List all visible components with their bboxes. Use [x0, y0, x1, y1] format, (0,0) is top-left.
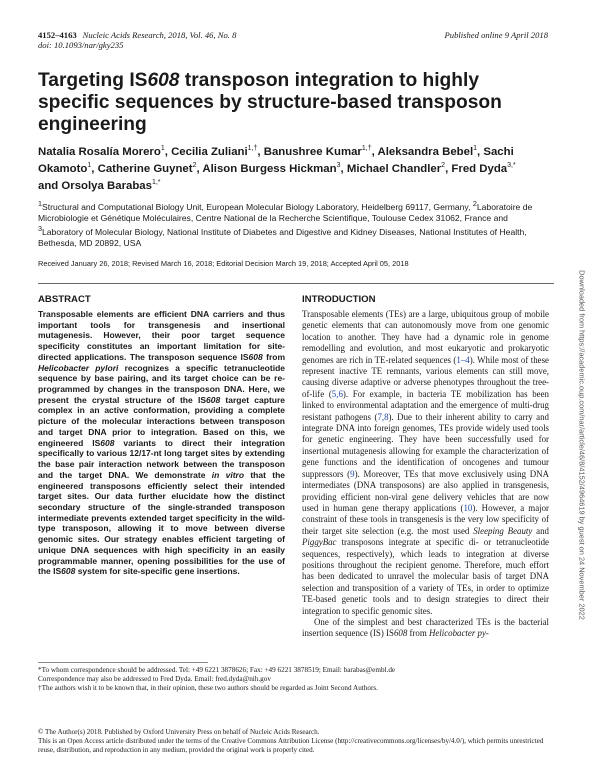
author-affiliation-mark: 1,†: [247, 145, 258, 152]
author-affiliation-mark: 3,*: [507, 162, 516, 170]
affiliations: $^1$Structural and Computational Biology Unit, European Molecular Biology Laboratory, Heidelberg 69117, Germany, $^2$Laboratoire de Microbiologie et Génétique Moléculaires, Centre National de la Recherche Scientifique, Toulouse Cedex 31062, France and $^3$Laboratory of Molecular Biology, National Institute of Diabetes and Digestive and Kidney Diseases, National Institutes of Health, Bethesda, MD 20892, USA: [38, 200, 533, 249]
author-name[interactable]: Fred Dyda: [451, 162, 508, 175]
author-separator: ,: [196, 162, 203, 175]
citation-link[interactable]: 10: [463, 502, 473, 513]
citation-link[interactable]: 9: [350, 468, 355, 479]
journal-citation: [38, 30, 236, 40]
page-range: 4152–4163: [38, 30, 77, 40]
joint-authors-note: †The authors wish it to be known that, in their opinion, these two authors should be regarded as Joint Second Authors.: [38, 684, 378, 693]
author-separator: ,: [91, 162, 98, 175]
author-name[interactable]: Cecilia Zuliani: [171, 145, 248, 158]
correspondence-note-2: Correspondence may also be addressed to Fred Dyda. Email: fred.dyda@nih.gov: [38, 675, 271, 684]
paragraph: Transposable elements (TEs) are a large, ubiquitous group of mobile genetic elements that can autonomously move from one genomic location to another. They have had a dynamic role in genome remodelling and evolution, and most eukaryotic and prokaryotic genomes are rich in TE-related sequences (1–4). While most of these represent inactive TE remnants, various elements can still move, causing diverse adaptive or adverse phenotypes throughout the tree-of-life (5,6). For example, in bacteria TE mobilization has been linked to environmental adaptation and the emergence of multi-drug resistant pathogens (7,8). Due to their inherent ability to carry and integrate DNA into foreign genomes, TEs provide widely used tools for genetic engineering. They have been successfully used for insertional mutagenesis allowing for example the characterization of gene functions and the identification of oncogenes and tumour suppressors (9). Moreover, TEs that move exclusively using DNA intermediates (DNA transposons) are also applied in transgenesis, providing efficient non-viral gene delivery vehicles that are now used in human gene therapy applications (10). However, a major constraint of these tools in transgenesis is the very low specificity of their target site selection (e.g. the most used Sleeping Beauty and PiggyBac transposons integrate at specific di- or tetranucleotide sequences, respectively), which leads to integration at diverse positions throughout the recipient genome. Therefore, much effort has been dedicated to unravel the molecular basis of target DNA selection and transposition of a variety of TEs, in order to optimize TE-based genetic tools and to design strategies to direct their integration to specific genomic sites.: [302, 309, 549, 616]
introduction-text: [302, 309, 549, 640]
paragraph: One of the simplest and best characterized TEs is the bacterial insertion sequence (IS) IS608 from Helicobacter py-: [302, 616, 549, 639]
author-name[interactable]: Banushree Kumar: [263, 145, 362, 158]
author-name[interactable]: Aleksandra Bebel: [377, 145, 474, 158]
running-header: [38, 30, 548, 50]
affiliation-1: Structural and Computational Biology Unit, European Molecular Biology Laboratory, Heidelberg 69117, Germany,: [41, 201, 471, 212]
author-name[interactable]: Alison Burgess Hickman: [202, 162, 337, 175]
footnote-rule: [38, 662, 208, 663]
author-separator: ,: [477, 145, 484, 158]
author-affiliation-mark: 1,†: [361, 145, 372, 152]
author-list: [38, 142, 538, 193]
author-separator: ,: [164, 145, 172, 158]
author-affiliation-mark: 3: [336, 162, 341, 170]
citation-link[interactable]: 1–4: [456, 354, 470, 365]
author-affiliation-mark: 2: [192, 162, 197, 170]
affiliation-2: Laboratoire de Microbiologie et Génétique Moléculaires, Centre National de la Recherche Scientifique, Toulouse Cedex 31062, France and: [38, 201, 533, 224]
author-affiliation-mark: 1,*: [151, 179, 161, 187]
author-separator: ,: [371, 145, 378, 158]
download-watermark: Downloaded from https://academic.oup.com/nar/article/46/8/4152/4964619 by guest on 24 November 2022: [577, 270, 587, 620]
author-separator: ,: [340, 162, 347, 175]
author-separator: and: [38, 179, 62, 192]
citation-link[interactable]: 7,8: [377, 411, 389, 422]
author-name[interactable]: Orsolya Barabas: [61, 179, 152, 192]
abstract-text: Transposable elements are efficient DNA carriers and thus important tools for transgenesis and insertional mutagenesis. However, their poor target sequence specificity constitutes an important limitation for site-directed applications. The transposon sequence IS608 from Helicobacter pylori recognizes a specific tetranucleotide sequence by base pairing, and its target choice can be re-programmed by changes in the transposon DNA. Here, we present the crystal structure of the IS608 target capture complex in an active conformation, providing a complete picture of the molecular interactions between transposon and target DNA prior to integration. Based on this, we engineered IS608 variants to direct their integration specifically to various 12/17-nt long target sites by extending the base pair interaction network between the transposon and the target DNA. We demonstrate in vitro that the engineered transposons efficiently select their intended target sites. Our data further elucidate how the distinct secondary structure of the single-stranded transposon intermediate prevents extended target specificity in the wild-type transposon, allowing it to move between diverse genomic sites. Our strategy enables efficient targeting of unique DNA sequences with high specificity in an easily programmable manner, opening possibilities for the use of the IS608 system for site-specific gene insertions.: [38, 309, 286, 577]
author-affiliation-mark: 1: [473, 145, 478, 152]
received-dates: Received January 26, 2018; Revised March 16, 2018; Editorial Decision March 19, 2018; Accepted April 05, 2018: [38, 259, 409, 268]
author-separator: ,: [257, 145, 264, 158]
author-name[interactable]: Catherine Guynet: [97, 162, 193, 175]
journal-name: Nucleic Acids Research, 2018, Vol. 46, No. 8: [82, 30, 237, 40]
divider: [38, 283, 554, 284]
author-name[interactable]: Sachi Okamoto: [38, 145, 514, 175]
author-separator: ,: [445, 162, 452, 175]
doi[interactable]: doi: 10.1093/nar/gky235: [38, 40, 124, 50]
introduction-heading: INTRODUCTION: [302, 294, 376, 305]
footnotes: [38, 666, 548, 694]
author-name[interactable]: Michael Chandler: [346, 162, 442, 175]
copyright-line: © The Author(s) 2018. Published by Oxford University Press on behalf of Nucleic Acids Research.: [38, 728, 320, 736]
copyright: [38, 728, 553, 756]
article-title: Targeting IS608 transposon integration to highly specific sequences by structure-based transposon engineering: [38, 70, 502, 135]
publication-date: Published online 9 April 2018: [444, 30, 548, 40]
author-affiliation-mark: 1: [87, 162, 92, 170]
author-affiliation-mark: 1: [160, 145, 165, 152]
citation-link[interactable]: 5,6: [331, 388, 343, 399]
abstract-heading: ABSTRACT: [38, 294, 91, 305]
affiliation-3: Laboratory of Molecular Biology, National Institute of Diabetes and Digestive and Kidney Diseases, National Institutes of Health, Bethesda, MD 20892, USA: [38, 227, 527, 249]
author-affiliation-mark: 2: [441, 162, 446, 170]
correspondence-note: *To whom correspondence should be addressed. Tel: +49 6221 3878626; Fax: +49 6221 3878519; Email: barabas@embl.de: [38, 666, 396, 674]
author-name[interactable]: Natalia Rosalía Morero: [38, 145, 161, 158]
license-text: This is an Open Access article distributed under the terms of the Creative Commons Attribution License (http://creativecommons.org/licenses/by/4.0/), which permits unrestricted reuse, distribution, and reproduction in any medium, provided the original work is properly cited.: [38, 737, 544, 755]
